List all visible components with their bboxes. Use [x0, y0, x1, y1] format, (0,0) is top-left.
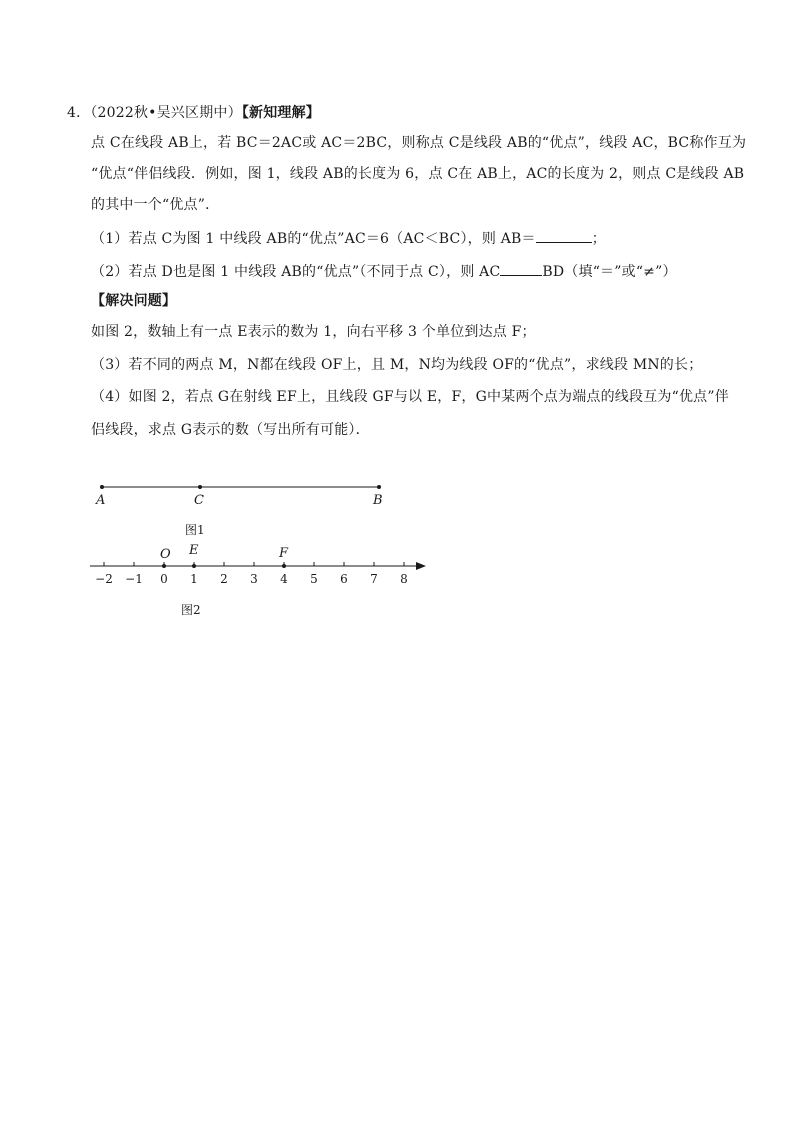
tick-label: 2 [220, 572, 228, 586]
label-f: F [279, 546, 289, 561]
tick-label: 7 [370, 572, 378, 586]
question-2-end: BD（填“＝”或“≠”） [542, 264, 677, 280]
tick-label: 4 [280, 572, 288, 586]
section-heading-new-knowledge: 【新知理解】 [241, 105, 321, 121]
question-1 [91, 228, 606, 248]
point-b [377, 485, 381, 489]
tick-label: −1 [125, 572, 143, 586]
label-o: O [160, 547, 171, 562]
question-2 [91, 261, 677, 281]
point-c [198, 485, 202, 489]
figure-1 [90, 476, 410, 536]
problem-number: 4． [67, 105, 91, 121]
definition-line-1: 点 C在线段 AB上，若 BC＝2AC或 AC＝2BC，则称点 C是线段 AB的“优点”，线段 AC，BC称作互为 [91, 135, 747, 151]
setup-text: 如图 2，数轴上有一点 E表示的数为 1，向右平移 3 个单位到达点 F； [91, 324, 536, 340]
tick-label: 0 [160, 572, 168, 586]
problem-source: （2022秋•吴兴区期中） [90, 105, 242, 121]
tick-label: 8 [400, 572, 408, 586]
figure-2-caption: 图2 [181, 603, 201, 617]
number-line-arrow [416, 562, 426, 570]
answer-blank-2[interactable] [500, 261, 542, 276]
problem-header [67, 104, 320, 122]
point-a [100, 485, 104, 489]
question-4-line-2: 侣线段，求点 G表示的数（写出所有可能）． [91, 422, 370, 438]
definition-line-2: “优点“伴侣线段．例如，图 1，线段 AB的长度为 6，点 C在 AB上，AC的长度为 2，则点 C是线段 AB [91, 166, 745, 182]
label-a: A [96, 493, 106, 508]
tick-label: 1 [190, 572, 198, 586]
answer-blank-1[interactable] [536, 228, 592, 243]
question-4-line-1: （4）如图 2，若点 G在射线 EF上，且线段 GF与以 E，F，G中某两个点为端点的线段互为“优点”伴 [91, 389, 729, 405]
question-2-text: （2）若点 D也是图 1 中线段 AB的“优点”（不同于点 C），则 AC [91, 264, 501, 280]
tick-label: 3 [250, 572, 258, 586]
definition-line-3: 的其中一个“优点”． [91, 197, 220, 213]
point-o [162, 564, 166, 568]
figure-2-number-line [85, 541, 435, 591]
tick-label: 6 [340, 572, 348, 586]
label-b: B [373, 493, 383, 508]
tick-label: −2 [95, 572, 113, 586]
point-f [282, 564, 286, 568]
figure-1-caption: 图1 [185, 523, 205, 537]
label-e: E [189, 543, 199, 558]
tick-label: 5 [310, 572, 318, 586]
question-1-end: ； [591, 231, 606, 247]
question-3: （3）若不同的两点 M，N都在线段 OF上，且 M，N均为线段 OF的“优点”，求线段 MN的长； [91, 357, 703, 373]
section-heading-solve: 【解决问题】 [91, 293, 177, 309]
label-c: C [194, 493, 204, 508]
point-e [192, 564, 196, 568]
question-1-text: （1）若点 C为图 1 中线段 AB的“优点”AC＝6（AC＜BC），则 AB＝ [91, 231, 536, 247]
